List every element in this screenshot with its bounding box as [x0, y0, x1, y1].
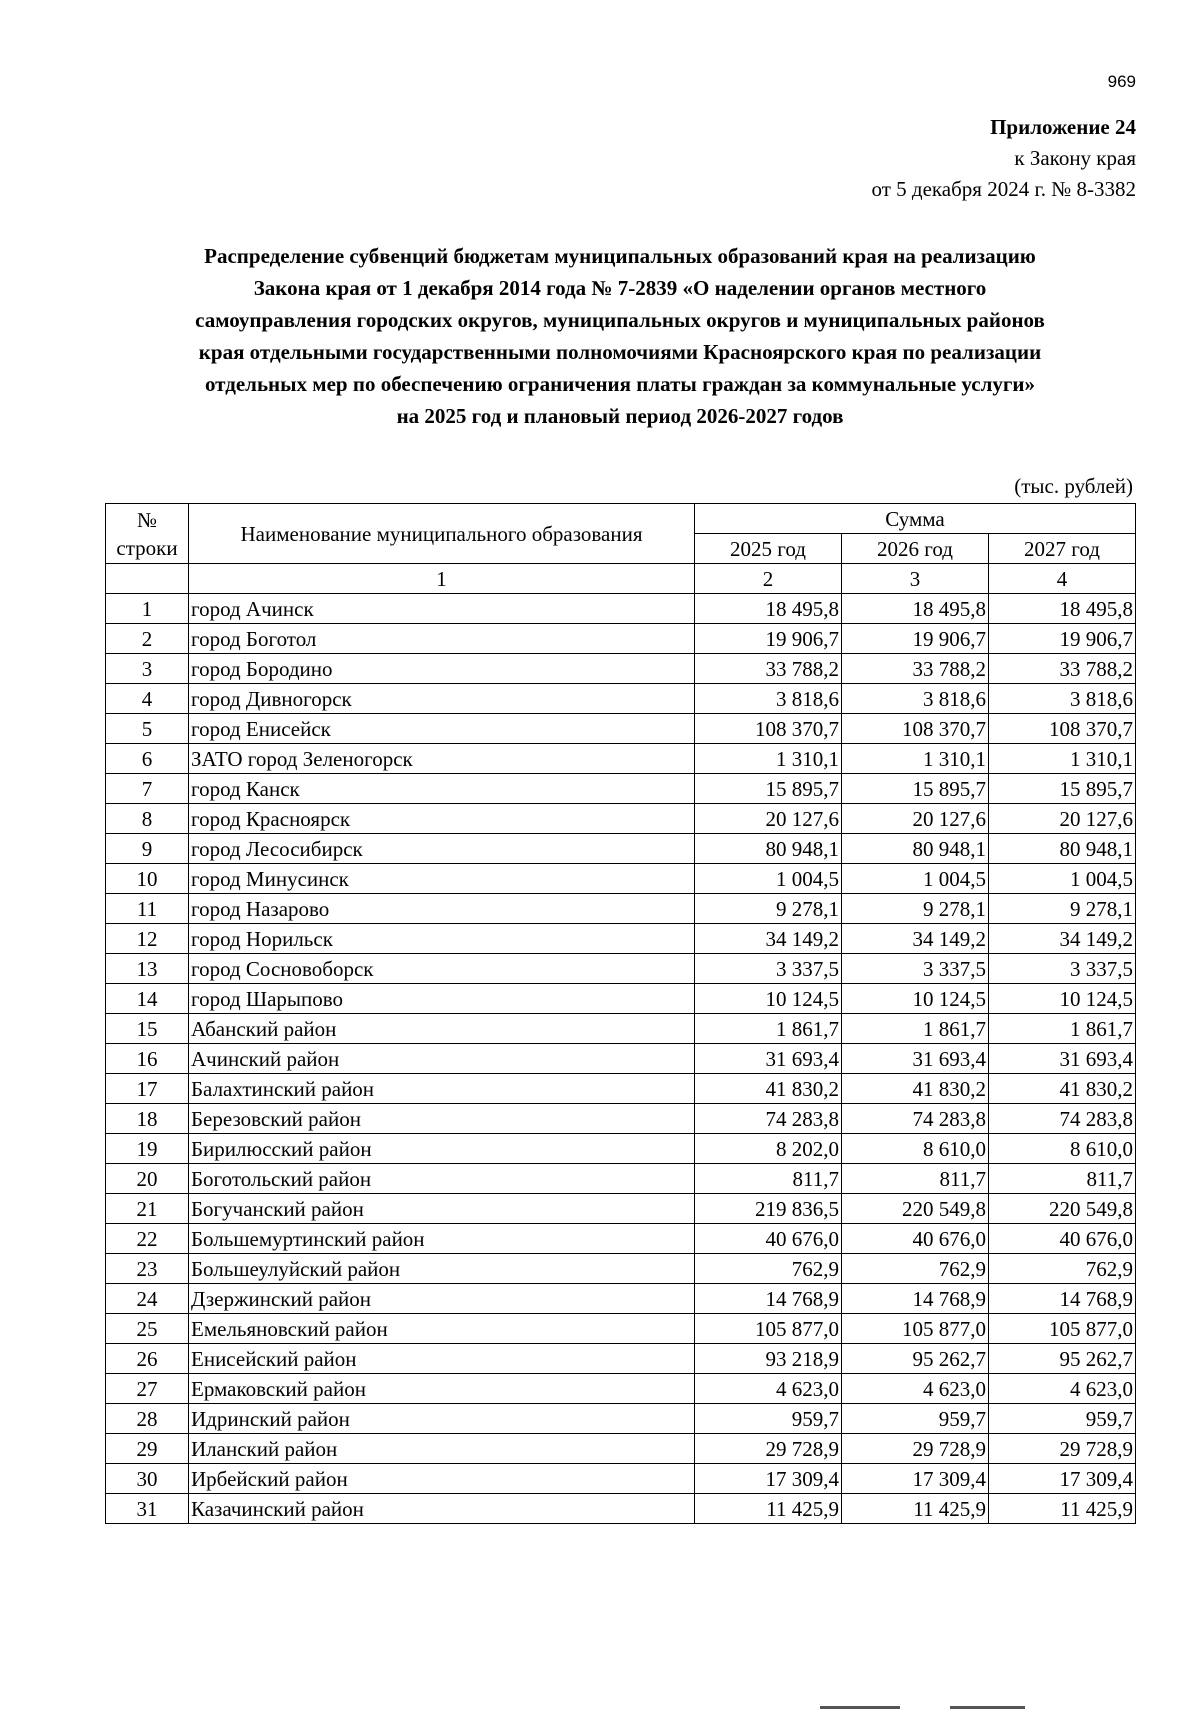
amount-2026: 9 278,1: [842, 894, 989, 924]
appendix-block: [700, 112, 1136, 205]
amount-2027: 1 861,7: [989, 1014, 1136, 1044]
municipality-name: Балахтинский район: [189, 1074, 695, 1104]
amount-2026: 811,7: [842, 1164, 989, 1194]
amount-2027: 3 818,6: [989, 684, 1136, 714]
municipality-name: Боготольский район: [189, 1164, 695, 1194]
row-number: 4: [106, 684, 189, 714]
municipality-name: Большеулуйский район: [189, 1254, 695, 1284]
table-row: [106, 1194, 1136, 1224]
row-number: 18: [106, 1104, 189, 1134]
amount-2025: 40 676,0: [695, 1224, 842, 1254]
amount-2027: 811,7: [989, 1164, 1136, 1194]
municipality-name: город Назарово: [189, 894, 695, 924]
municipality-name: Иланский район: [189, 1434, 695, 1464]
amount-2026: 3 818,6: [842, 684, 989, 714]
row-number: 6: [106, 744, 189, 774]
amount-2027: 959,7: [989, 1404, 1136, 1434]
row-number: 22: [106, 1224, 189, 1254]
municipality-name: город Сосновоборск: [189, 954, 695, 984]
table-row: [106, 864, 1136, 894]
row-number: 20: [106, 1164, 189, 1194]
amount-2025: 15 895,7: [695, 774, 842, 804]
municipality-name: город Шарыпово: [189, 984, 695, 1014]
amount-2025: 108 370,7: [695, 714, 842, 744]
table-row: [106, 594, 1136, 624]
amount-2025: 33 788,2: [695, 654, 842, 684]
municipality-name: город Енисейск: [189, 714, 695, 744]
row-number: 26: [106, 1344, 189, 1374]
table-row: [106, 1494, 1136, 1524]
amount-2025: 959,7: [695, 1404, 842, 1434]
municipality-name: город Ачинск: [189, 594, 695, 624]
row-number: 29: [106, 1434, 189, 1464]
municipality-name: Ермаковский район: [189, 1374, 695, 1404]
header-col-index: 1: [189, 564, 695, 594]
row-number: 25: [106, 1314, 189, 1344]
row-number: 15: [106, 1014, 189, 1044]
municipality-name: город Канск: [189, 774, 695, 804]
amount-2027: 80 948,1: [989, 834, 1136, 864]
amount-2027: 15 895,7: [989, 774, 1136, 804]
amount-2026: 31 693,4: [842, 1044, 989, 1074]
row-number: 24: [106, 1284, 189, 1314]
municipality-name: город Красноярск: [189, 804, 695, 834]
amount-2025: 41 830,2: [695, 1074, 842, 1104]
table-row: [106, 894, 1136, 924]
title-line: края отдельными государственными полномочиями Красноярского края по реализации: [198, 340, 1042, 364]
title-line: самоуправления городских округов, муниципальных округов и муниципальных районов: [195, 308, 1045, 332]
amount-2027: 762,9: [989, 1254, 1136, 1284]
amount-2026: 105 877,0: [842, 1314, 989, 1344]
amount-2026: 40 676,0: [842, 1224, 989, 1254]
amount-2026: 74 283,8: [842, 1104, 989, 1134]
amount-2027: 3 337,5: [989, 954, 1136, 984]
row-number: 31: [106, 1494, 189, 1524]
table-row: [106, 774, 1136, 804]
header-year-2026: 2026 год: [842, 534, 989, 564]
table-row: [106, 1284, 1136, 1314]
amount-2025: 8 202,0: [695, 1134, 842, 1164]
municipality-name: город Норильск: [189, 924, 695, 954]
amount-2025: 762,9: [695, 1254, 842, 1284]
amount-2027: 41 830,2: [989, 1074, 1136, 1104]
amount-2026: 762,9: [842, 1254, 989, 1284]
header-col-index: 2: [695, 564, 842, 594]
municipality-name: Большемуртинский район: [189, 1224, 695, 1254]
amount-2027: 9 278,1: [989, 894, 1136, 924]
row-number: 27: [106, 1374, 189, 1404]
municipality-name: город Минусинск: [189, 864, 695, 894]
amount-2027: 105 877,0: [989, 1314, 1136, 1344]
amount-2027: 108 370,7: [989, 714, 1136, 744]
amount-2026: 11 425,9: [842, 1494, 989, 1524]
scan-mark: [950, 1706, 1025, 1709]
amount-2027: 31 693,4: [989, 1044, 1136, 1074]
amount-2027: 33 788,2: [989, 654, 1136, 684]
amount-2027: 95 262,7: [989, 1344, 1136, 1374]
row-number: 28: [106, 1404, 189, 1434]
amount-2025: 1 861,7: [695, 1014, 842, 1044]
amount-2025: 93 218,9: [695, 1344, 842, 1374]
amount-2026: 80 948,1: [842, 834, 989, 864]
table-header: [106, 504, 1136, 594]
row-number: 19: [106, 1134, 189, 1164]
page-number: 969: [1107, 72, 1136, 91]
amount-2027: 1 310,1: [989, 744, 1136, 774]
amount-2026: 959,7: [842, 1404, 989, 1434]
amount-2027: 34 149,2: [989, 924, 1136, 954]
table-row: [106, 1314, 1136, 1344]
table-row: [106, 1344, 1136, 1374]
amount-2027: 40 676,0: [989, 1224, 1136, 1254]
amount-2027: 4 623,0: [989, 1374, 1136, 1404]
amount-2025: 17 309,4: [695, 1464, 842, 1494]
amount-2026: 20 127,6: [842, 804, 989, 834]
amount-2026: 10 124,5: [842, 984, 989, 1014]
amount-2026: 15 895,7: [842, 774, 989, 804]
row-number: 30: [106, 1464, 189, 1494]
amount-2027: 11 425,9: [989, 1494, 1136, 1524]
municipality-name: город Бородино: [189, 654, 695, 684]
appendix-law-ref: к Закону края: [1014, 146, 1136, 170]
municipality-name: Ирбейский район: [189, 1464, 695, 1494]
table-row: [106, 984, 1136, 1014]
municipality-name: город Дивногорск: [189, 684, 695, 714]
amount-2025: 34 149,2: [695, 924, 842, 954]
amount-2027: 18 495,8: [989, 594, 1136, 624]
municipality-name: город Лесосибирск: [189, 834, 695, 864]
table-row: [106, 1014, 1136, 1044]
amount-2025: 31 693,4: [695, 1044, 842, 1074]
row-number: 23: [106, 1254, 189, 1284]
table-row: [106, 834, 1136, 864]
amount-2026: 41 830,2: [842, 1074, 989, 1104]
row-number: 1: [106, 594, 189, 624]
row-number: 11: [106, 894, 189, 924]
header-num-word: строки: [116, 535, 178, 560]
amount-2025: 19 906,7: [695, 624, 842, 654]
row-number: 7: [106, 774, 189, 804]
amount-2027: 220 549,8: [989, 1194, 1136, 1224]
amount-2026: 1 310,1: [842, 744, 989, 774]
municipality-name: город Боготол: [189, 624, 695, 654]
amount-2025: 10 124,5: [695, 984, 842, 1014]
amount-2026: 17 309,4: [842, 1464, 989, 1494]
header-year-2027: 2027 год: [989, 534, 1136, 564]
table-row: [106, 1104, 1136, 1134]
amount-2027: 1 004,5: [989, 864, 1136, 894]
municipality-name: Дзержинский район: [189, 1284, 695, 1314]
municipality-name: Ачинский район: [189, 1044, 695, 1074]
row-number: 10: [106, 864, 189, 894]
header-col-index: 4: [989, 564, 1136, 594]
table-row: [106, 1044, 1136, 1074]
amount-2026: 220 549,8: [842, 1194, 989, 1224]
amount-2027: 20 127,6: [989, 804, 1136, 834]
title-line: отдельных мер по обеспечению ограничения платы граждан за коммунальные услуги»: [204, 372, 1036, 396]
amount-2027: 8 610,0: [989, 1134, 1136, 1164]
amount-2026: 29 728,9: [842, 1434, 989, 1464]
amount-2027: 29 728,9: [989, 1434, 1136, 1464]
header-col-index: 3: [842, 564, 989, 594]
row-number: 17: [106, 1074, 189, 1104]
municipality-name: Бирилюсский район: [189, 1134, 695, 1164]
amount-2025: 3 337,5: [695, 954, 842, 984]
amount-2027: 74 283,8: [989, 1104, 1136, 1134]
municipality-name: Березовский район: [189, 1104, 695, 1134]
header-col-index-empty: [106, 564, 189, 594]
row-number: 12: [106, 924, 189, 954]
header-row-number: [106, 504, 189, 564]
municipality-name: Идринский район: [189, 1404, 695, 1434]
row-number: 8: [106, 804, 189, 834]
municipality-name: Абанский район: [189, 1014, 695, 1044]
title-line: на 2025 год и плановый период 2026-2027 годов: [396, 404, 844, 428]
row-number: 14: [106, 984, 189, 1014]
table-row: [106, 804, 1136, 834]
municipality-name: Емельяновский район: [189, 1314, 695, 1344]
amount-2025: 811,7: [695, 1164, 842, 1194]
document-title: [100, 240, 1140, 432]
scan-mark: [820, 1706, 900, 1709]
title-line: Закона края от 1 декабря 2014 года № 7-2839 «О наделении органов местного: [253, 276, 987, 300]
amount-2025: 11 425,9: [695, 1494, 842, 1524]
table-row: [106, 954, 1136, 984]
row-number: 3: [106, 654, 189, 684]
amount-2025: 9 278,1: [695, 894, 842, 924]
appendix-date: от 5 декабря 2024 г. № 8-3382: [871, 177, 1136, 201]
table-row: [106, 1464, 1136, 1494]
table-row: [106, 1434, 1136, 1464]
amount-2026: 1 004,5: [842, 864, 989, 894]
amount-2027: 17 309,4: [989, 1464, 1136, 1494]
table-row: [106, 684, 1136, 714]
header-name: Наименование муниципального образования: [189, 504, 695, 564]
amount-2025: 105 877,0: [695, 1314, 842, 1344]
amount-2027: 19 906,7: [989, 624, 1136, 654]
amount-2027: 10 124,5: [989, 984, 1136, 1014]
subvention-table: [105, 503, 1136, 1524]
table-body: [106, 594, 1136, 1524]
amount-2025: 219 836,5: [695, 1194, 842, 1224]
amount-2026: 3 337,5: [842, 954, 989, 984]
amount-2025: 74 283,8: [695, 1104, 842, 1134]
municipality-name: Енисейский район: [189, 1344, 695, 1374]
amount-2026: 19 906,7: [842, 624, 989, 654]
row-number: 13: [106, 954, 189, 984]
amount-2026: 108 370,7: [842, 714, 989, 744]
amount-2025: 1 310,1: [695, 744, 842, 774]
amount-2026: 4 623,0: [842, 1374, 989, 1404]
amount-2026: 8 610,0: [842, 1134, 989, 1164]
amount-2025: 80 948,1: [695, 834, 842, 864]
municipality-name: Богучанский район: [189, 1194, 695, 1224]
amount-2026: 34 149,2: [842, 924, 989, 954]
table-row: [106, 1074, 1136, 1104]
amount-2026: 33 788,2: [842, 654, 989, 684]
table-row: [106, 1224, 1136, 1254]
amount-2027: 14 768,9: [989, 1284, 1136, 1314]
row-number: 21: [106, 1194, 189, 1224]
table-row: [106, 744, 1136, 774]
row-number: 16: [106, 1044, 189, 1074]
amount-2025: 3 818,6: [695, 684, 842, 714]
amount-2026: 18 495,8: [842, 594, 989, 624]
table-row: [106, 1254, 1136, 1284]
title-line: Распределение субвенций бюджетам муниципальных образований края на реализацию: [204, 244, 1036, 268]
amount-2025: 18 495,8: [695, 594, 842, 624]
units-label: (тыс. рублей): [1014, 474, 1133, 498]
amount-2025: 1 004,5: [695, 864, 842, 894]
table-row: [106, 654, 1136, 684]
appendix-title: Приложение 24: [990, 115, 1136, 139]
header-year-2025: 2025 год: [695, 534, 842, 564]
municipality-name: ЗАТО город Зеленогорск: [189, 744, 695, 774]
amount-2026: 14 768,9: [842, 1284, 989, 1314]
table-row: [106, 624, 1136, 654]
row-number: 9: [106, 834, 189, 864]
table-row: [106, 1404, 1136, 1434]
amount-2025: 14 768,9: [695, 1284, 842, 1314]
amount-2025: 20 127,6: [695, 804, 842, 834]
municipality-name: Казачинский район: [189, 1494, 695, 1524]
table-row: [106, 924, 1136, 954]
amount-2025: 29 728,9: [695, 1434, 842, 1464]
header-sum: Сумма: [695, 504, 1136, 534]
amount-2025: 4 623,0: [695, 1374, 842, 1404]
row-number: 2: [106, 624, 189, 654]
amount-2026: 1 861,7: [842, 1014, 989, 1044]
row-number: 5: [106, 714, 189, 744]
table-row: [106, 1134, 1136, 1164]
header-num-symbol: №: [136, 507, 158, 532]
table-row: [106, 1374, 1136, 1404]
amount-2026: 95 262,7: [842, 1344, 989, 1374]
table-row: [106, 1164, 1136, 1194]
table-row: [106, 714, 1136, 744]
